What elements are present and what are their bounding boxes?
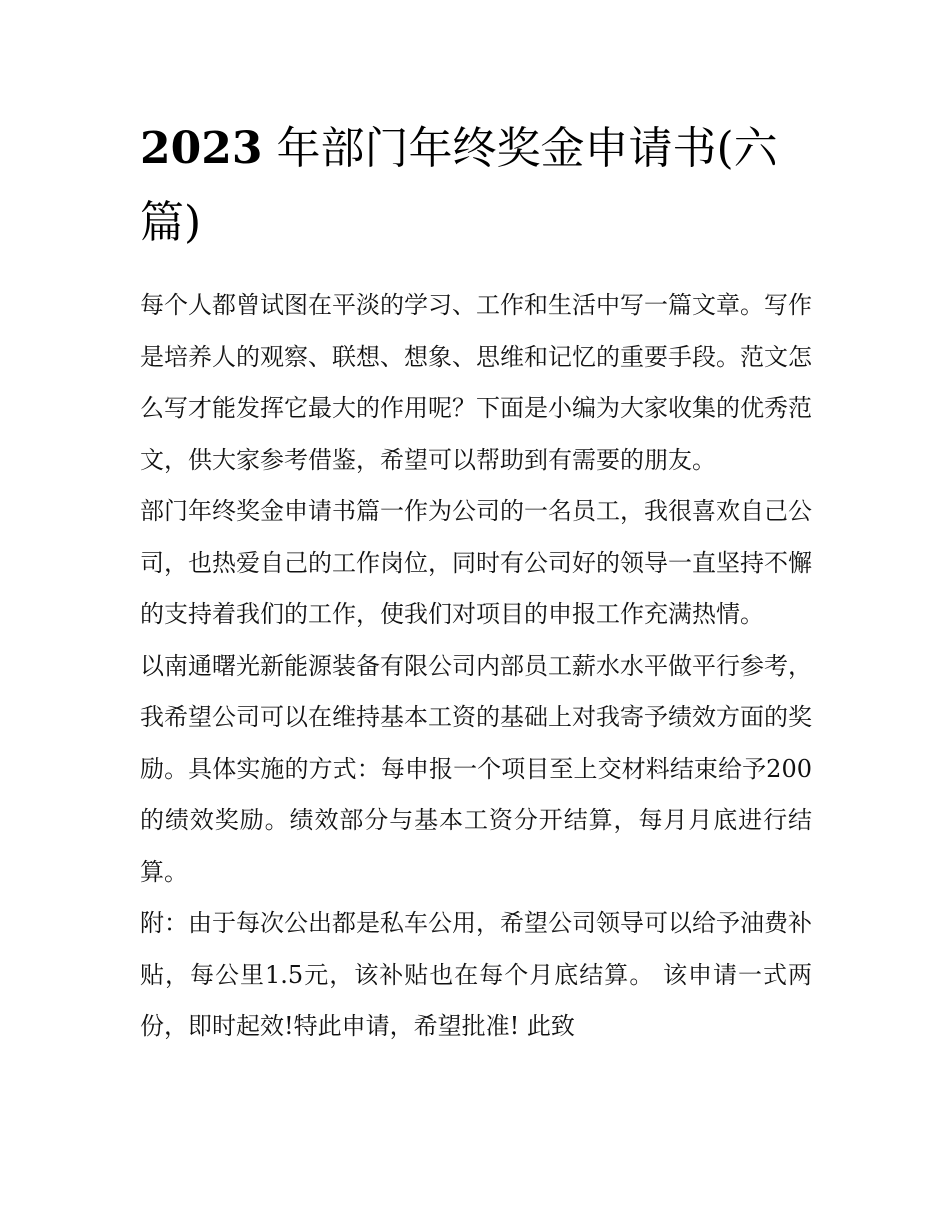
document-title <box>140 112 812 260</box>
document-content <box>140 112 812 1053</box>
paragraph-2: 以南通曙光新能源装备有限公司内部员工薪水水平做平行参考，我希望公司可以在维持基本工资的基础上对我寄予绩效方面的奖励。具体实施的方式：每申报一个项目至上交材料结束给予200的绩效奖励。绩效部分与基本工资分开结算，每月月底进行结算。 <box>140 651 812 886</box>
paragraph-3: 附：由于每次公出都是私车公用，希望公司领导可以给予油费补贴，每公里1.5元，该补贴也在每个月底结算。 该申请一式两份，即时起效!特此申请，希望批准! 此致 <box>140 909 812 1040</box>
paragraph-1: 部门年终奖金申请书篇一作为公司的一名员工，我很喜欢自己公司，也热爱自己的工作岗位，同时有公司好的领导一直坚持不懈的支持着我们的工作，使我们对项目的申报工作充满热情。 <box>140 497 812 628</box>
title-text: 年部门年终奖金申请书(六篇) <box>140 123 778 248</box>
paragraph-intro: 每个人都曾试图在平淡的学习、工作和生活中写一篇文章。写作是培养人的观察、联想、想象、思维和记忆的重要手段。范文怎么写才能发挥它最大的作用呢？下面是小编为大家收集的优秀范文，供大家参考借鉴，希望可以帮助到有需要的朋友。 <box>140 291 812 474</box>
title-year: 2023 <box>140 123 263 174</box>
